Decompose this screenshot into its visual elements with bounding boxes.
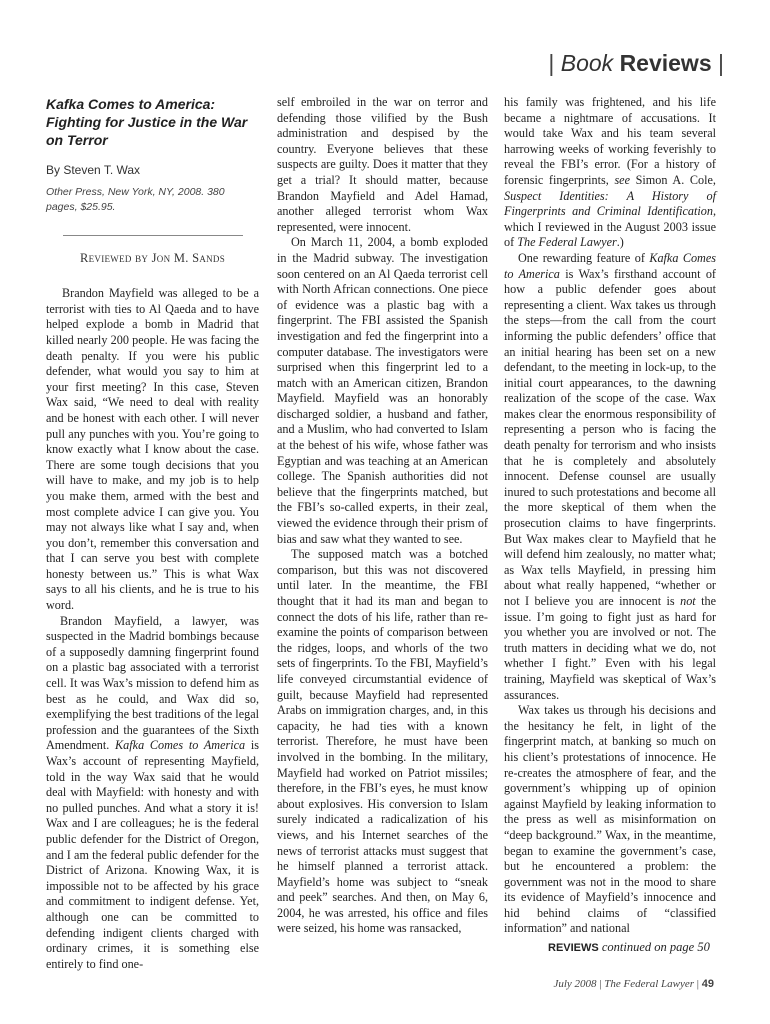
divider-rule [63,235,243,236]
continued-keyword: REVIEWS [548,942,599,954]
column-2 [277,95,488,937]
column-3 [504,95,716,937]
header-book: Book [560,50,614,76]
paragraph: his family was frightened, and his life became a nightmare of accusations. It would take Wax and his team several harrowing weeks of working feverishly to reveal the FBI’s error. (For a history of forensic fingerprints, see Simon A. Cole, Suspect Identities: A History of Fingerprints and Criminal Identification, which I reviewed in the August 2003 issue of The Federal Lawyer.) [504,95,716,250]
paragraph: On March 11, 2004, a bomb exploded in the Madrid subway. The investigation soon centered on an Al Qaeda terrorist cell with North African connections. One piece of evidence was a plastic bag with a fingerprint. The FBI assisted the Spanish investigation and fed the fingerprint into a computer database. The investigators were surprised when this fingerprint led to a match with an American citizen, Brandon Mayfield. Mayfield was an honorably discharged soldier, a husband and father, and a Muslim, who had converted to Islam at the behest of his wife, whose father was Egyptian and was teaching at an American college. The Spanish authorities did not believe that the fingerprints matched, but the FBI’s so-called experts, in their zeal, viewed the evidence through their prism of bias and saw what they wanted to see. [277,235,488,546]
header-reviews: Reviews [619,50,712,76]
page-number: 49 [701,978,714,990]
footer-separator: | [599,978,602,990]
continued-text: continued on page 50 [601,940,710,954]
footer-separator: | [696,978,699,990]
publication-info: Other Press, New York, NY, 2008. 380 pages, $25.95. [46,185,225,213]
paragraph: Brandon Mayfield was alleged to be a terrorist with ties to Al Qaeda and to have helped explode a bomb in Madrid that killed nearly 200 people. He was facing the death penalty. If you were his public defender, what would you say to him at your first meeting? In this case, Steven Wax said, “We need to deal with reality and be honest with each other. I will never pull any punches with you. You’re going to know exactly what I know about the case. There are some tough decisions that you will have to make, and my job is to help you make them, armed with the best and most complete advice I can give you. You may not always like what I say and, when you don’t, remember this conversation and that I can serve you best with complete honesty between us.” This is what Wax says to all his clients, and he is true to his word. [46,286,259,613]
book-title: Kafka Comes to America: Fighting for Justice in the War on Terror [46,96,248,148]
footer-magazine: The Federal Lawyer [604,978,695,990]
book-title-inline: Kafka Comes to America [115,738,246,753]
header-bar-left: | [548,50,555,76]
paragraph: Brandon Mayfield, a lawyer, was suspected in the Madrid bombings because of a supposedly damning fingerprint found on a plastic bag associated with a terrorist cell. It was Wax’s mission to defend him as best as he could, and Wax did so, exemplifying the best traditions of the legal profession and the guarantees of the Sixth Amendment. Kafka Comes to America is Wax’s account of representing Mayfield, told in the way Wax said that he would deal with Mayfield: with honesty and with no pulled punches. And what a story it is! Wax and I are colleagues; he is the federal public defender for the District of Oregon, and I am the federal public defender for the District of Arizona. Knowing Wax, it is impossible not to be affected by his grace and commitment to indigent defense. Yet, although one can be committed to defending indigent clients charged with ordinary crimes, it is something else entirely to find one- [46,613,259,971]
reviewer-byline: Reviewed by Jon M. Sands [79,250,226,265]
column-1-body [46,286,259,972]
magazine-name-inline: The Federal Lawyer [517,235,617,250]
header-bar-right: | [718,50,724,76]
footer-date: July 2008 [553,978,597,990]
page-footer [553,978,714,990]
paragraph: self embroiled in the war on terror and defending those vilified by the Bush administration and despised by the country. Everyone believes that these suspects are guilty. Does it matter that they get a trial? It should matter, because Brandon Mayfield and Adel Hamad, another alleged terrorist whom Wax represented, were innocent. [277,95,488,234]
column-1 [46,95,259,972]
continued-note [548,940,710,955]
paragraph: The supposed match was a botched comparison, but this was not discovered until later. In the meantime, the FBI thought that it had its man and began to connect the dots of his life, rather than re-examine the points of comparison between the ridges, loops, and whorls of the two sets of fingerprints. To the FBI, Mayfield’s life conveyed circumstantial evidence of guilt, because Mayfield had represented Arabs on immigration charges, and, in this capacity, he had ties with a known terrorist. Therefore, he must have been involved in the bombing. In the military, Mayfield had worked on Patriot missiles; therefore, in the FBI’s eyes, he must know about explosives. His conversion to Islam surely indicated a radicalization of his views, and his Internet searches of the news of terrorist attacks must suggest that he himself planned a terrorist attack. Mayfield’s home was subject to “sneak and peek” searches. And then, on May 6, 2004, he was arrested, his office and files were seized, his home was ransacked, [277,547,488,936]
paragraph: Wax takes us through his decisions and the hesitancy he felt, in light of the fingerprint match, at banking so much on his client’s protestations of innocence. He re-creates the atmosphere of fear, and the government’s whipping up of opinion against Mayfield by leaking information to the press as well as misinformation on “deep background.” Wax, in the meantime, began to examine the government’s case, but he encountered a problem: the government was not in the mood to share its evidence of Mayfield’s innocence and hid behind claims of “classified information” and national [504,703,716,936]
book-author: By Steven T. Wax [46,163,141,177]
paragraph: One rewarding feature of Kafka Comes to America is Wax’s firsthand account of how a public defender goes about representing a client. Wax takes us through the steps—from the call from the court informing the public defenders’ office that an initial hearing has been set on a new defendant, to the meeting in lock-up, to the initial court appearances, to the dawning realization of the scope of the case. Wax makes clear the enormous responsibility of representing a person who is facing the death penalty for terrorism and who insists that he is completely and absolutely innocent. Defense counsel are usually inured to such protestations and become all the more skeptical of them when the prosecution claims to have fingerprints. But Wax makes clear to Mayfield that he will defend him zealously, no matter what; as Wax tells Mayfield, in pressing him about what really happened, “whether or not I believe you are innocent is not the issue. I’m going to fight just as hard for you whether you are involved or not. The truth matters in deciding what we do, not whether I fight.” Even with his legal training, Mayfield was skeptical of Wax’s assurances. [504,250,717,702]
section-header [548,50,724,77]
book-title-inline: Kafka Comes to America [504,250,717,281]
cited-book-title: Suspect Identities: A History of Fingerprints and Criminal Identification [504,188,716,219]
